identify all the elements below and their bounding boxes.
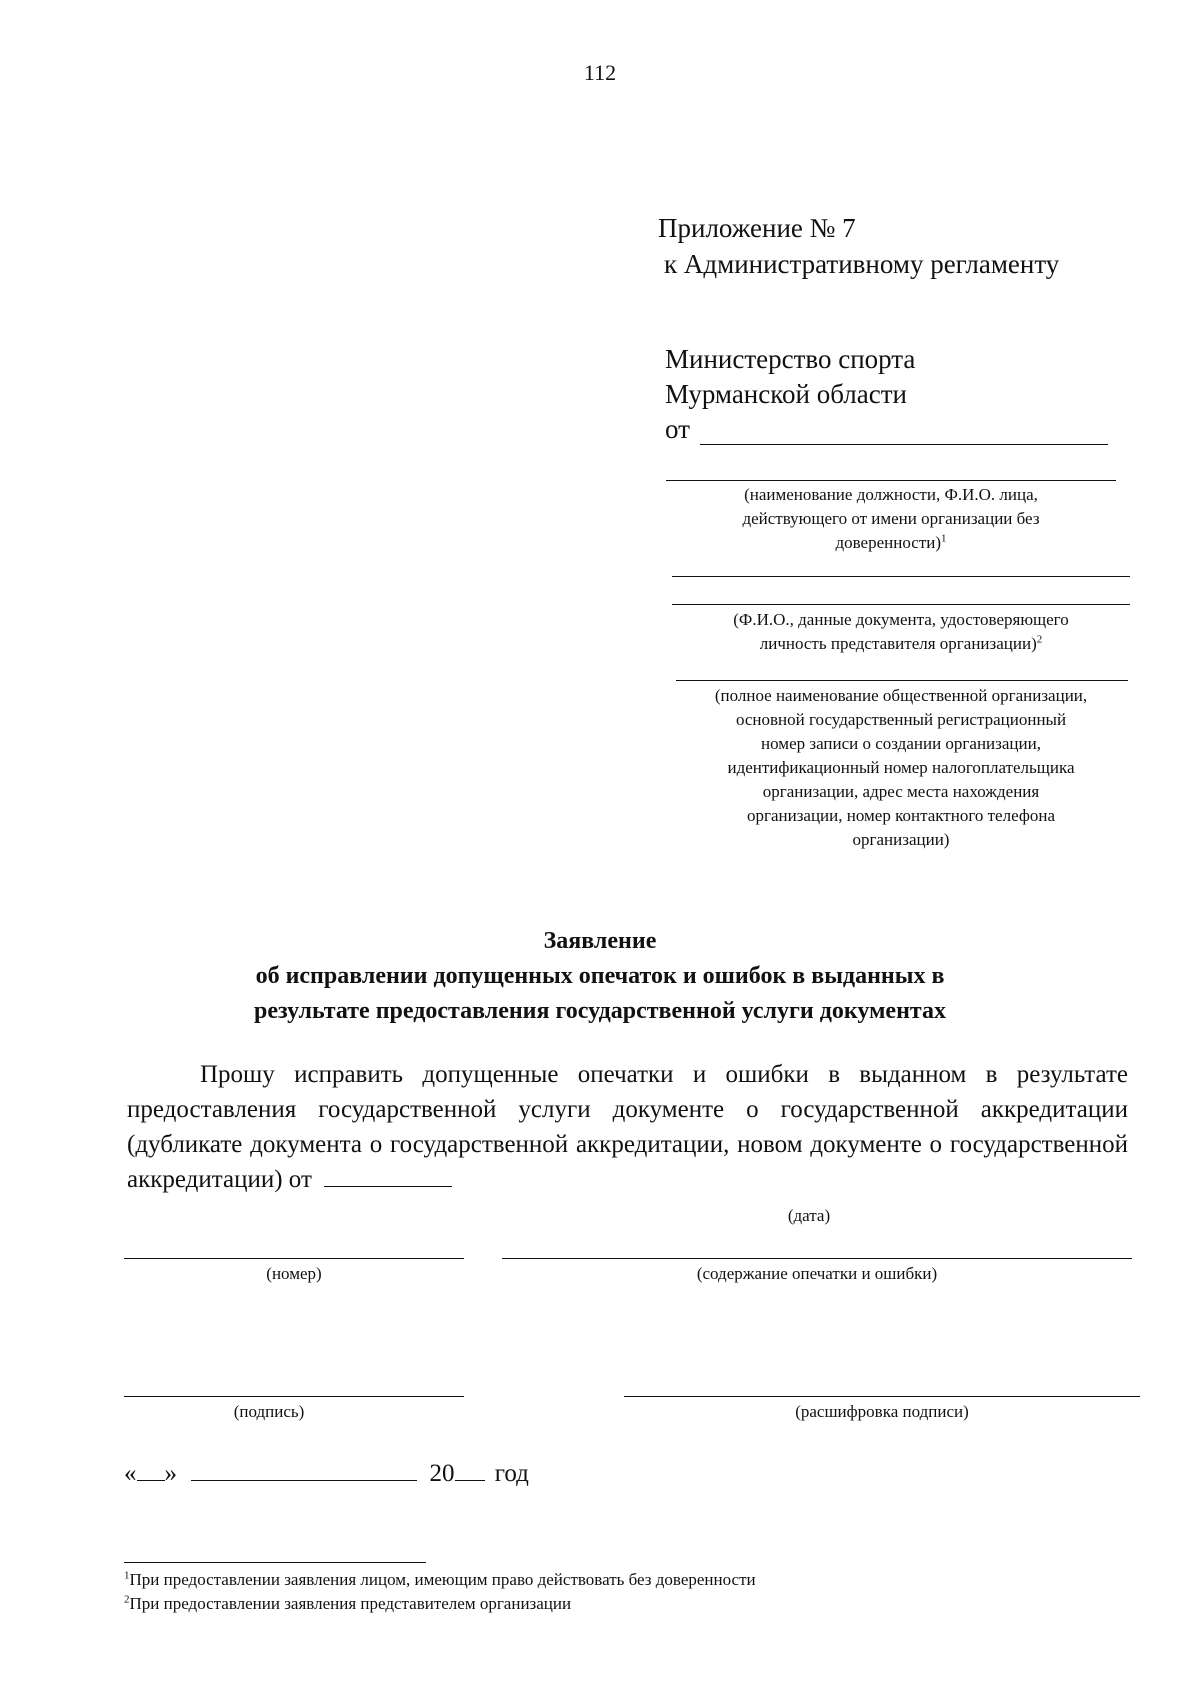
representative-footnote-mark: 2 [1036, 633, 1043, 646]
request-paragraph [127, 1057, 1128, 1197]
number-input-line[interactable] [124, 1258, 464, 1259]
recipient-block [665, 342, 915, 447]
representative-input-line-2[interactable] [672, 604, 1130, 605]
signature-caption: (подпись) [233, 1402, 305, 1421]
title-line-3: результате предоставления государственной услуги документах [254, 998, 946, 1024]
footnote-1: $^1$При предоставлении заявления лицом, имеющим право действовать без доверенности [124, 1569, 756, 1589]
official-input-line[interactable] [666, 480, 1116, 481]
title-line-1: Заявление [543, 928, 657, 954]
representative-caption: (Ф.И.О., данные документа, удостоверяющего личность представителя организации)$^2$ [733, 610, 1069, 653]
year-word: год [494, 1460, 529, 1487]
request-text: Прошу исправить допущенные опечатки и ошибки в выданном в результате предоставления государственной услуги документе о государственной аккредитации (дубликате документа о государственной аккредитации, новом документе о государственной аккредитации) от [127, 1061, 1128, 1193]
number-caption: (номер) [266, 1264, 322, 1283]
document-title [0, 924, 1200, 1029]
title-line-2: об исправлении допущенных опечаток и ошибок в выданных в [255, 963, 945, 989]
content-caption: (содержание опечатки и ошибки) [696, 1264, 938, 1283]
month-input[interactable] [191, 1462, 417, 1481]
day-open-quote: « [124, 1460, 137, 1487]
recipient-region: Мурманской области [665, 379, 907, 409]
from-label: от [665, 414, 690, 444]
signature-input-line[interactable] [124, 1396, 464, 1397]
day-close-quote: » [164, 1460, 177, 1487]
day-input[interactable] [137, 1462, 165, 1481]
signature-decode-caption: (расшифровка подписи) [795, 1402, 969, 1421]
date-caption: (дата) [787, 1206, 831, 1225]
organization-input-line[interactable] [676, 680, 1128, 681]
page-number: 112 [583, 60, 617, 85]
content-input-line[interactable] [502, 1258, 1132, 1259]
date-input-line[interactable] [324, 1168, 452, 1187]
signature-decode-input-line[interactable] [624, 1396, 1140, 1397]
official-footnote-mark: 1 [941, 532, 947, 545]
official-caption: (наименование должности, Ф.И.О. лица, действующего от имени организации без доверенности)$^1$ [742, 485, 1040, 552]
appendix-regulation: к Административному регламенту [664, 249, 1060, 279]
appendix-header [658, 210, 1059, 282]
signing-date-row [124, 1460, 529, 1488]
year-prefix: 20 [429, 1460, 455, 1487]
appendix-number: Приложение № 7 [658, 213, 856, 243]
recipient-ministry: Министерство спорта [665, 344, 916, 374]
representative-input-line-1[interactable] [672, 576, 1130, 577]
from-input-line[interactable] [700, 444, 1108, 445]
organization-caption: (полное наименование общественной организации, основной государственный регистрационный номер записи о создании организации, идентификационный номер налогоплательщика организации, адрес места нахождения организации, номер контактного телефона организации) [714, 686, 1088, 849]
year-input[interactable] [455, 1462, 485, 1481]
footnote-separator [124, 1562, 426, 1563]
footnote-2: $^2$При предоставлении заявления представителем организации [124, 1593, 572, 1613]
footnotes [124, 1568, 756, 1616]
